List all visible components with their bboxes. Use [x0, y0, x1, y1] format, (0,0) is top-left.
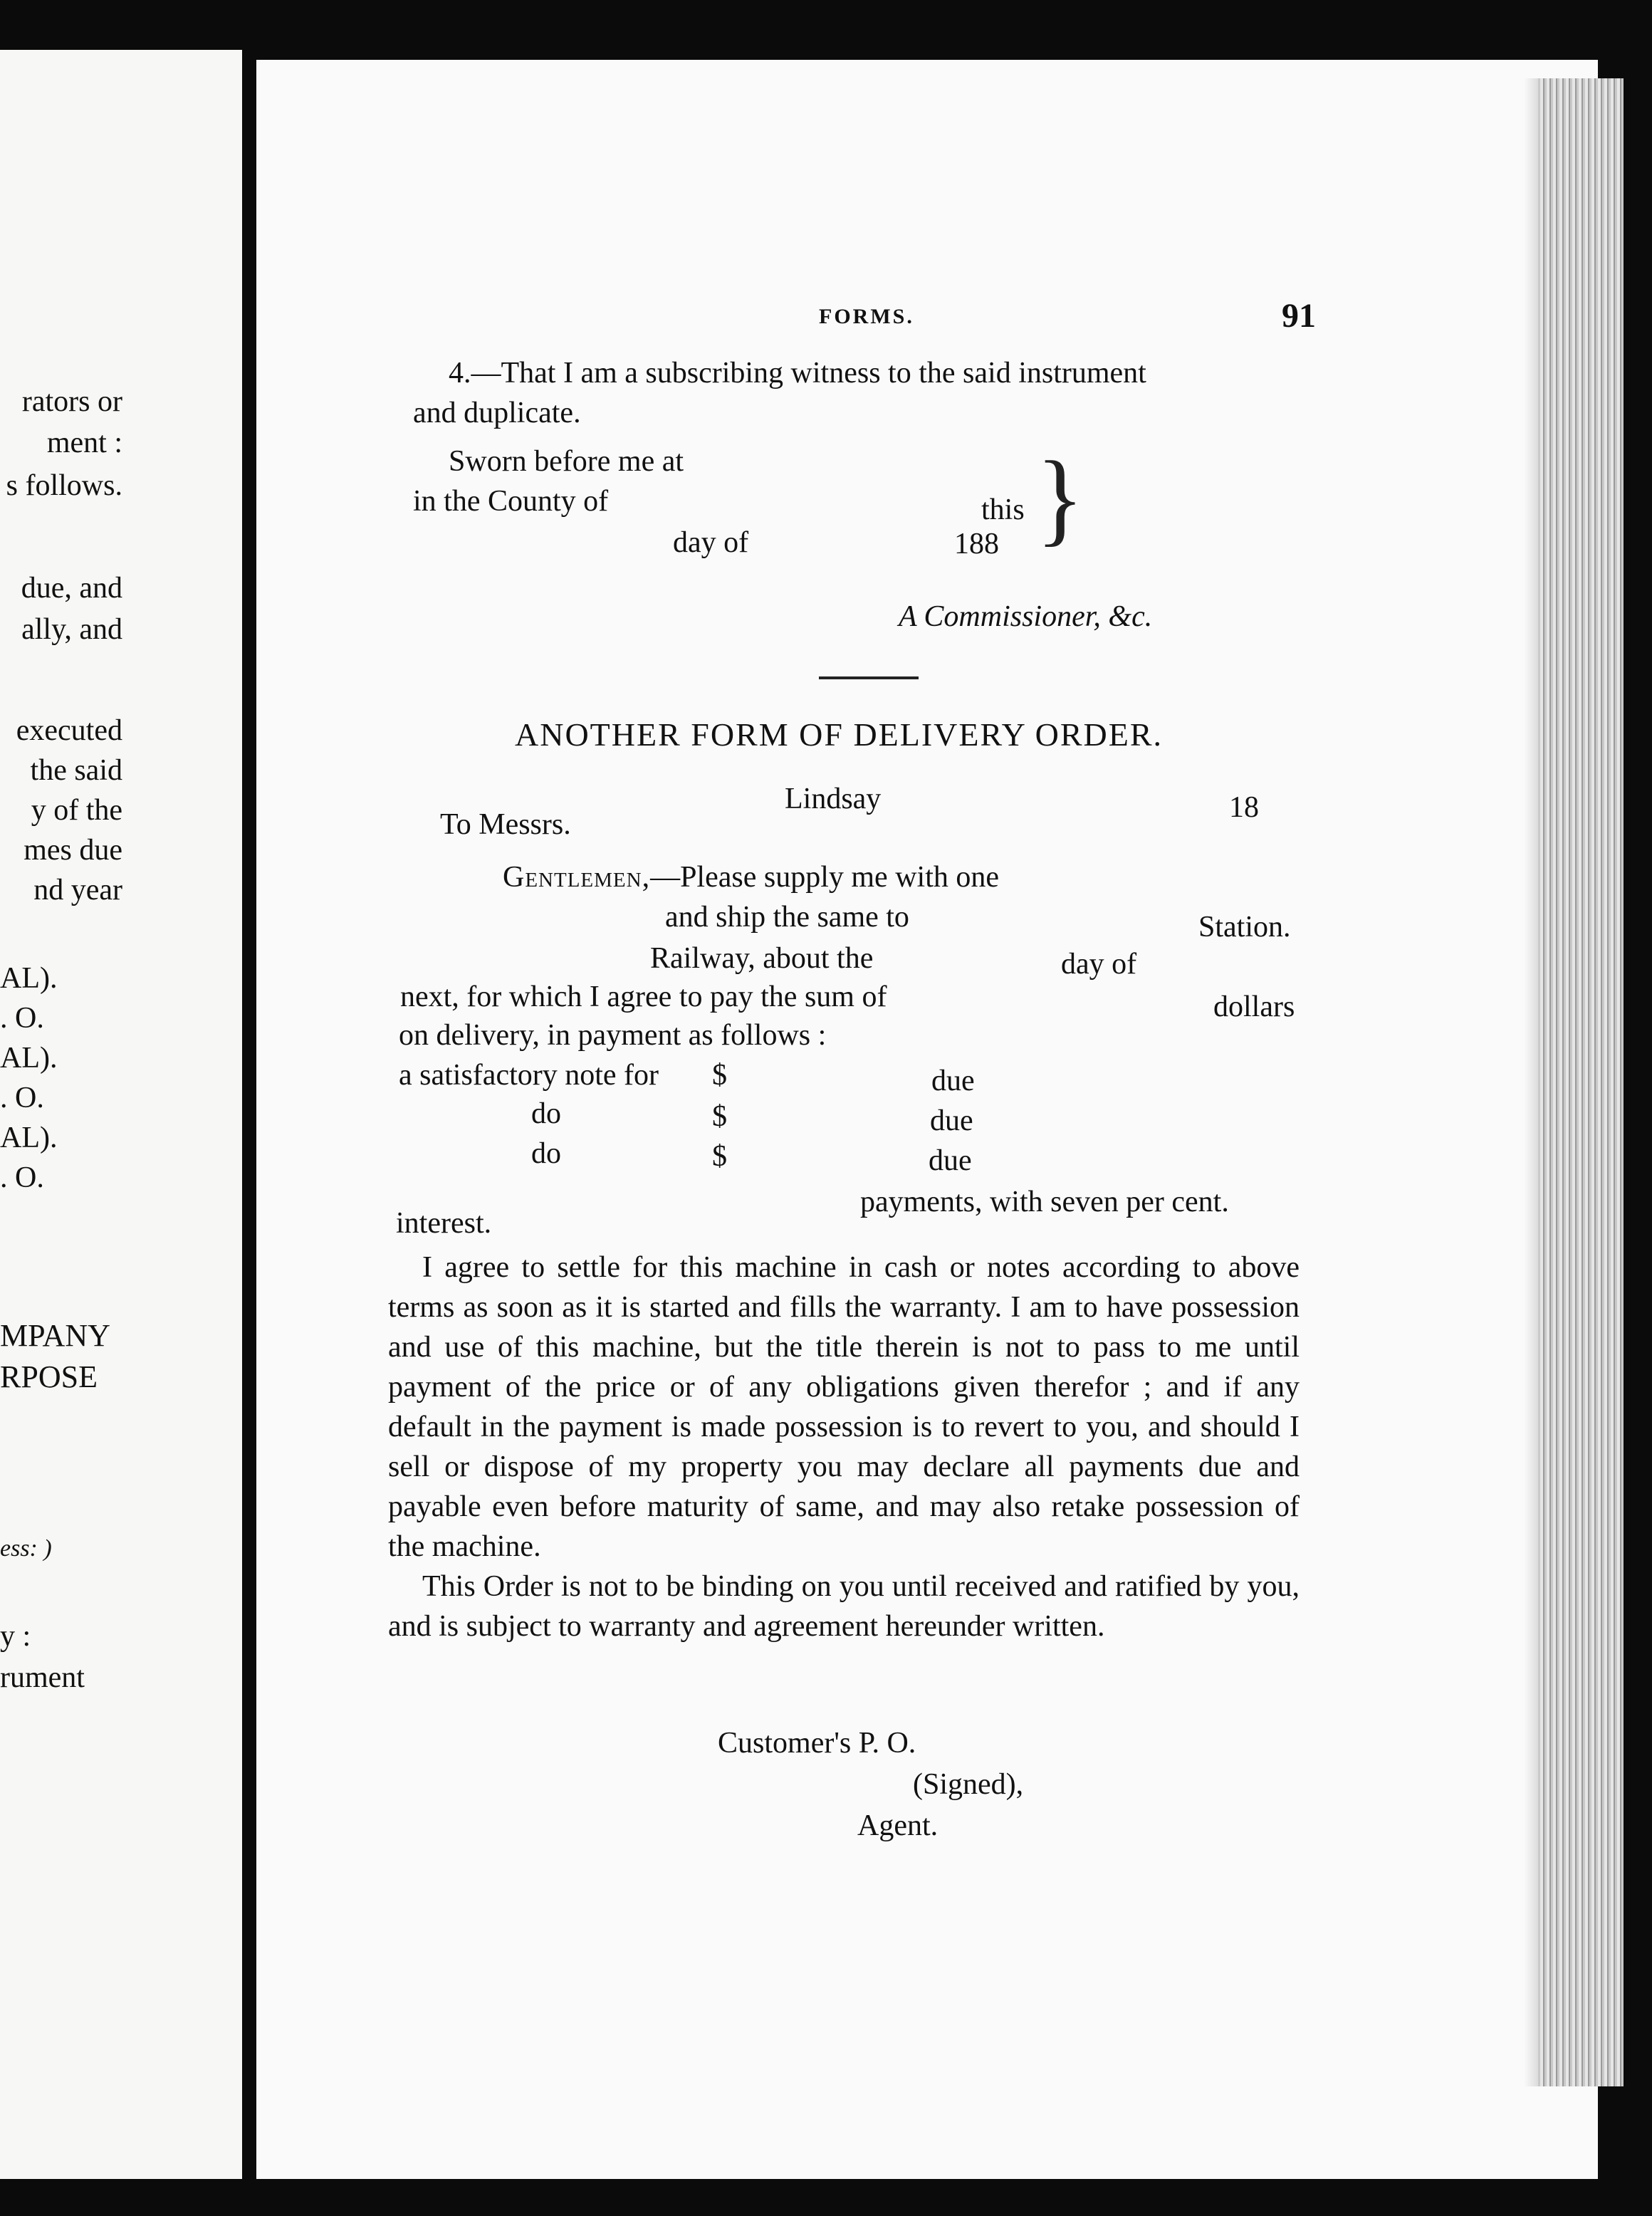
note-label: a satisfactory note for [399, 1059, 659, 1092]
order-place: Lindsay [785, 783, 882, 815]
page-number: 91 [1282, 297, 1316, 335]
affidavit-clause-line: and duplicate. [413, 397, 581, 429]
due-label: due [929, 1144, 972, 1177]
left-fragment: . O. [0, 1082, 44, 1114]
railway-line: Railway, about the [650, 942, 874, 975]
left-fragment: . O. [0, 1002, 44, 1035]
supply-line [503, 860, 999, 894]
customer-po: Customer's P. O. [718, 1727, 916, 1760]
day-of-label: day of [673, 526, 749, 559]
left-fragment: the said [30, 754, 122, 787]
section-divider [819, 676, 919, 679]
left-fragment: ess: ) [0, 1535, 52, 1562]
sworn-before: Sworn before me at [449, 445, 684, 478]
left-fragment: AL). [0, 962, 58, 995]
dollar-symbol: $ [712, 1140, 727, 1173]
year-label: 188 [954, 528, 999, 560]
payments-line: payments, with seven per cent. [860, 1186, 1229, 1218]
left-fragment: mes due [23, 834, 122, 867]
left-fragment: . O. [0, 1161, 44, 1194]
on-delivery-line: on delivery, in payment as follows : [399, 1019, 827, 1052]
day-of-label: day of [1061, 948, 1137, 981]
left-fragment: s follows. [6, 469, 122, 502]
station-label: Station. [1198, 911, 1291, 944]
left-fragment: y of the [31, 794, 122, 827]
brace-icon: } [1036, 440, 1084, 556]
dollars-label: dollars [1213, 991, 1295, 1023]
this-label: this [981, 493, 1025, 526]
left-fragment: rument [0, 1661, 85, 1694]
left-fragment: due, and [21, 572, 122, 605]
page-edge [1538, 78, 1624, 2086]
left-fragment: y : [0, 1620, 31, 1653]
to-messrs: To Messrs. [440, 808, 571, 841]
note-label: do [531, 1137, 561, 1170]
dollar-symbol: $ [712, 1100, 727, 1133]
left-fragment: executed [16, 714, 122, 747]
signed-label: (Signed), [913, 1768, 1024, 1801]
left-fragment: AL). [0, 1122, 58, 1154]
salutation: Gentlemen, [503, 861, 651, 894]
left-fragment: MPANY [0, 1318, 110, 1353]
binding-paragraph: This Order is not to be binding on you until received and ratified by you, and is subject to warranty and agreement hereunder written. [388, 1570, 1300, 1643]
ship-line: and ship the same to [665, 901, 909, 934]
left-fragment: nd year [33, 874, 122, 906]
left-facing-page [0, 50, 242, 2179]
running-head: FORMS. [819, 305, 914, 328]
order-year: 18 [1229, 791, 1259, 824]
agent-label: Agent. [857, 1809, 939, 1842]
due-label: due [931, 1065, 975, 1097]
next-line: next, for which I agree to pay the sum of [400, 981, 887, 1013]
left-fragment: ally, and [21, 613, 122, 646]
dollar-symbol: $ [712, 1059, 727, 1092]
left-fragment: AL). [0, 1042, 58, 1075]
interest-label: interest. [396, 1207, 492, 1240]
left-fragment: RPOSE [0, 1359, 98, 1394]
terms-paragraph: I agree to settle for this machine in cash or notes according to above terms as soon as it is started and fills the warranty. I am to have possession and use of this machine, but the title therein is not to pass to me until payment of the price or of any obligations given therefor ; and if any default in the payment is made possession is to revert to you, and should I sell or dispose of my property you may declare all payments due and payable even before maturity of same, and may also retake possession of the machine. [388, 1251, 1300, 1563]
county-line: in the County of [413, 485, 609, 518]
note-label: do [531, 1097, 561, 1130]
order-body [388, 1248, 1300, 1646]
commissioner-signature: A Commissioner, &c. [899, 600, 1153, 633]
due-label: due [930, 1104, 973, 1137]
affidavit-clause-line: 4.—That I am a subscribing witness to the said instrument [449, 357, 1146, 390]
order-heading: ANOTHER FORM OF DELIVERY ORDER. [515, 716, 1164, 753]
supply-text: —Please supply me with one [650, 861, 1000, 894]
left-fragment: rators or [21, 385, 122, 418]
left-fragment: ment : [46, 427, 122, 459]
